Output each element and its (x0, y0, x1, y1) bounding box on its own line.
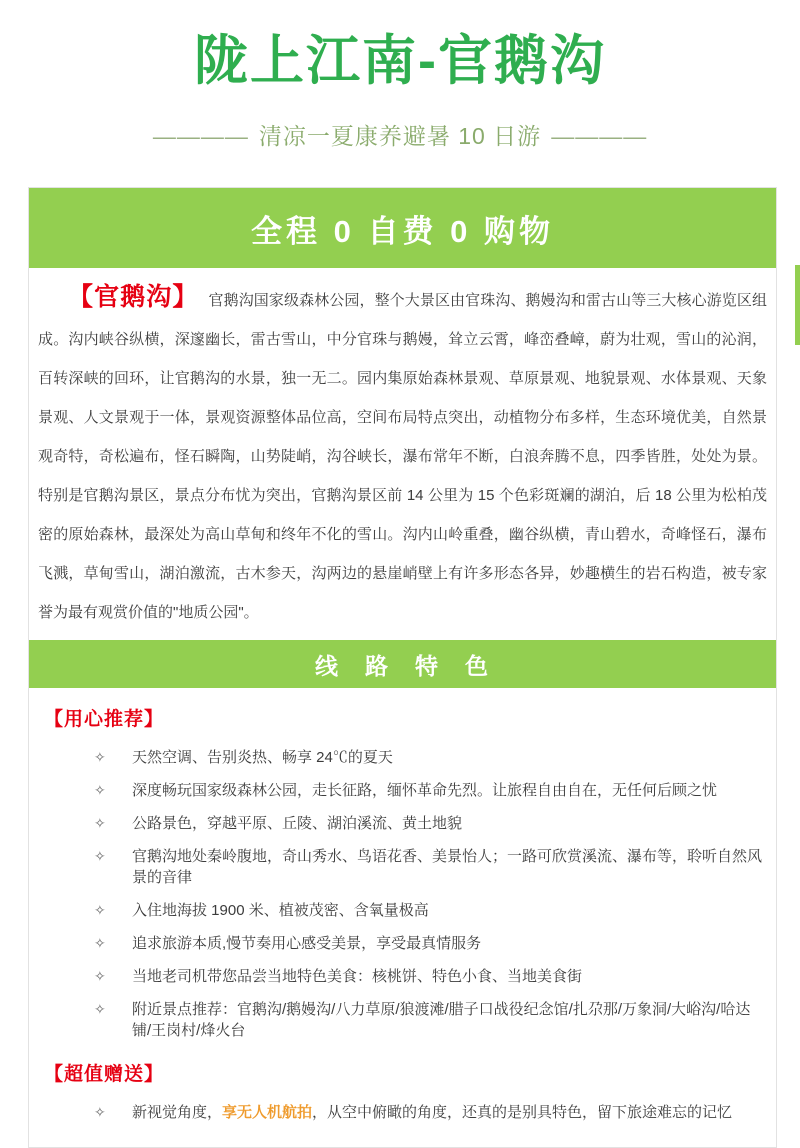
list-item (38, 813, 767, 834)
banner-right-edge-sliver (795, 265, 800, 345)
intro-label: 【官鹅沟】 (68, 283, 199, 312)
features-section (29, 688, 776, 1147)
subtitle-dash-right: ———— (551, 123, 648, 150)
list-item (38, 846, 767, 888)
bonus-text-highlight: 享无人机航拍 (222, 1104, 313, 1122)
promo-banner: 全程 0 自费 0 购物 (29, 188, 776, 268)
sparkle-bullet-icon: ✧ (94, 749, 106, 766)
list-item-text: 深度畅玩国家级森林公园，走长征路，缅怀革命先烈。让旅程自由自在，无任何后顾之忧 (132, 782, 718, 800)
sparkle-bullet-icon: ✧ (94, 1001, 106, 1018)
sparkle-bullet-icon: ✧ (94, 935, 106, 952)
list-item-text: 当地老司机带您品尝当地特色美食：核桃饼、特色小食、当地美食街 (132, 968, 583, 986)
list-item (38, 900, 767, 921)
list-item-text: 官鹅沟地处秦岭腹地，奇山秀水、鸟语花香、美景怡人；一路可欣赏溪流、瀑布等，聆听自然风景的音律 (132, 848, 763, 887)
content-box (28, 187, 777, 1148)
bonus-heading: 【超值赠送】 (44, 1064, 165, 1086)
recommend-heading: 【用心推荐】 (44, 709, 165, 731)
list-item (38, 966, 767, 987)
list-item-text: 入住地海拔 1900 米、植被茂密、含氧量极高 (132, 902, 429, 920)
intro-paragraph (29, 268, 776, 640)
list-item (38, 999, 767, 1041)
sparkle-bullet-icon: ✧ (94, 848, 106, 865)
bonus-text-suffix: ，从空中俯瞰的角度，还真的是别具特色，留下旅途难忘的记忆 (312, 1104, 733, 1122)
list-item-text: 追求旅游本质,慢节奏用心感受美景，享受最真情服务 (132, 935, 482, 953)
list-item (38, 747, 767, 768)
list-item-text: 公路景色，穿越平原、丘陵、湖泊溪流、黄土地貌 (132, 815, 463, 833)
features-banner: 线 路 特 色 (29, 640, 776, 688)
list-item (38, 933, 767, 954)
sparkle-bullet-icon: ✧ (94, 968, 106, 985)
bonus-text-prefix: 新视觉角度， (132, 1104, 223, 1122)
sparkle-bullet-icon: ✧ (94, 902, 106, 919)
sparkle-bullet-icon: ✧ (94, 815, 106, 832)
subtitle-text: 清凉一夏康养避暑 10 日游 (258, 123, 542, 150)
page-subtitle (0, 118, 800, 151)
intro-text: 官鹅沟国家级森林公园，整个大景区由官珠沟、鹅嫚沟和雷古山等三大核心游览区组成。沟内峡谷纵横，深邃幽长，雷古雪山，中分官珠与鹅嫚，耸立云霄，峰峦叠嶂，蔚为壮观，雪山的沁润，百转深峡的回环，让官鹅沟的水景，独一无二。园内集原始森林景观、草原景观、地貌景观、水体景观、天象景观、人文景观于一体，景观资源整体品位高，空间布局特点突出，动植物分布多样，生态环境优美，自然景观奇特，奇松遍布，怪石瞬陶，山势陡峭，沟谷峡长，瀑布常年不断，白浪奔腾不息，四季皆胜，处处为景。特别是官鹅沟景区，景点分布忧为突出，官鹅沟景区前 14 公里为 15 个色彩斑斓的湖泊，后 18 公里为松柏茂密的原始森林，最深处为高山草甸和终年不化的雪山。沟内山岭重叠，幽谷纵横，青山碧水，奇峰怪石，瀑布飞溅，草甸雪山，湖泊激流，古木参天，沟两边的悬崖峭壁上有许多形态各异，妙趣横生的岩石构造，被专家誉为最有观赏价值的"地质公园"。 (38, 292, 767, 622)
list-item (38, 1102, 767, 1123)
list-item-text: 天然空调、告别炎热、畅享 24℃的夏天 (132, 749, 393, 767)
list-item (38, 780, 767, 801)
page-title: 陇上江南-官鹅沟 (194, 31, 606, 91)
list-item-text: 附近景点推荐：官鹅沟/鹅嫚沟/八力草原/狼渡滩/腊子口战役纪念馆/扎尕那/万象洞/大峪沟/哈达铺/王岗村/烽火台 (132, 1001, 751, 1040)
subtitle-dash-left: ———— (152, 123, 249, 150)
list-item-text (132, 1102, 767, 1123)
sparkle-bullet-icon: ✧ (94, 1104, 106, 1121)
travel-flyer-page (0, 30, 800, 1122)
sparkle-bullet-icon: ✧ (94, 782, 106, 799)
